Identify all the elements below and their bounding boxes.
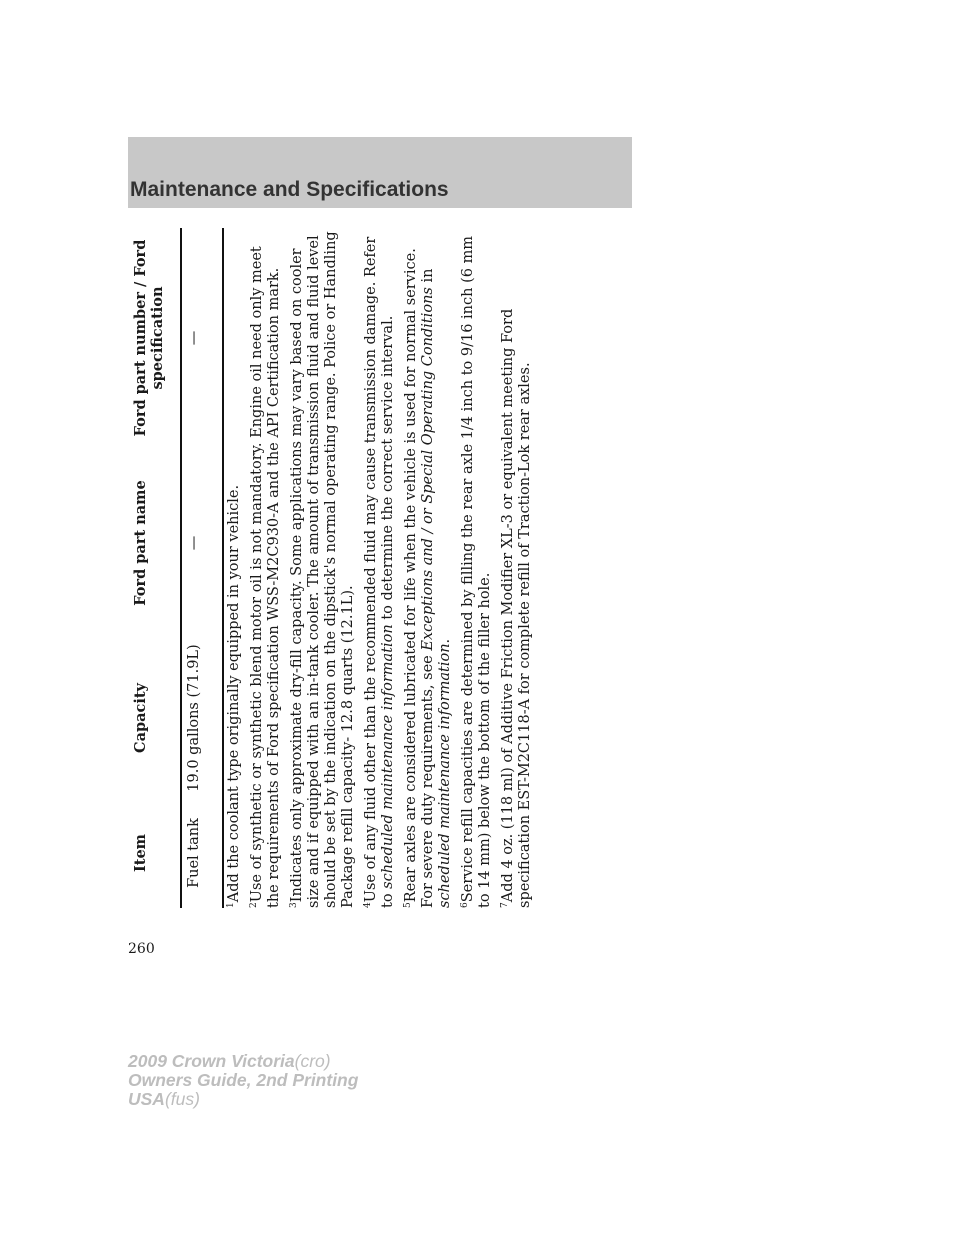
footnotes [226,228,540,908]
footnote-3 [289,228,357,908]
footnote-6 [460,228,494,908]
col-header-item: Item [132,833,149,873]
footnote-text: Use of synthetic or synthetic blend motor oil is not mandatory. Engine oil need only meet the requirements of Ford specification WSS-M2C930-A and the API Certification mark. [249,246,282,908]
footnote-1 [226,228,243,908]
footer-market-code: (fus) [164,1089,200,1109]
footnote-marker: 5 [403,902,413,908]
table-rule-bottom [222,228,224,908]
footnote-marker: 4 [363,902,373,908]
footnote-italic-ref: scheduled maintenance information [380,624,396,889]
footnote-text: to determine the correct service interval. [380,315,396,625]
footnote-marker: 1 [226,902,236,908]
footnote-text: Add the coolant type originally equipped in your vehicle. [226,484,242,903]
footnote-2 [249,228,283,908]
page-number: 260 [128,941,155,957]
footnote-text: in [420,268,436,288]
rotated-content [128,228,548,908]
footnote-7 [500,228,534,908]
table-row [182,228,222,908]
footnote-italic-ref: scheduled maintenance information [437,643,453,908]
footnote-5 [403,228,454,908]
footer-line-1 [128,1052,358,1071]
footnote-marker: 3 [289,902,299,908]
footnote-text: Use of any fluid other than the recommended fluid may cause transmission damage. Refer to [363,236,396,908]
cell-part-number: — [186,330,202,346]
section-title: Maintenance and Specifications [130,178,449,201]
footer-market: USA [128,1089,165,1109]
footnote-marker: 7 [500,902,510,908]
col-header-part-number: Ford part number / Ford specification [132,239,166,437]
table-header-row [128,228,180,908]
footnote-text: Service refill capacities are determined by filling the rear axle 1/4 inch to 9/16 inch (6 mm to 14 mm) below the bottom of the filler hole. [460,235,493,908]
cell-item: Fuel tank [186,818,202,888]
footer-line-2: Owners Guide, 2nd Printing [128,1070,359,1090]
footnote-text: . [437,638,453,644]
footnote-italic-ref: Exceptions and / or Special Operating Conditions [420,287,436,651]
footnote-text: Indicates only approximate dry-fill capacity. Some applications may vary based on cooler size and if equipped with an in-tank cooler. The amount of transmission fluid and fluid level should be set by the indication on the dipstick's normal operating range. Police or Handling Package refill capacity- 12.8 quarts (12.1L). [289,231,356,908]
footnote-text: Add 4 oz. (118 ml) of Additive Friction Modifier XL-3 or equivalent meeting Ford specification EST-M2C118-A for complete refill of Traction-Lok rear axles. [500,308,533,908]
footer-model: 2009 Crown Victoria [128,1051,295,1071]
footnote-marker: 2 [249,902,259,908]
footnote-marker: 6 [460,902,470,908]
capacities-table [128,228,224,908]
col-header-capacity: Capacity [132,683,149,753]
footnote-4 [363,228,397,908]
cell-part-name: — [186,535,202,551]
col-header-part-name: Ford part name [132,480,149,606]
footer-model-code: (cro) [294,1051,331,1071]
print-footer [128,1052,358,1109]
section-header-band [128,137,632,208]
cell-capacity: 19.0 gallons (71.9L) [186,644,202,792]
footnote-text: Rear axles are considered lubricated for life when the vehicle is used for normal service. For severe duty requirements, see [403,248,436,908]
footer-line-3 [128,1090,358,1109]
